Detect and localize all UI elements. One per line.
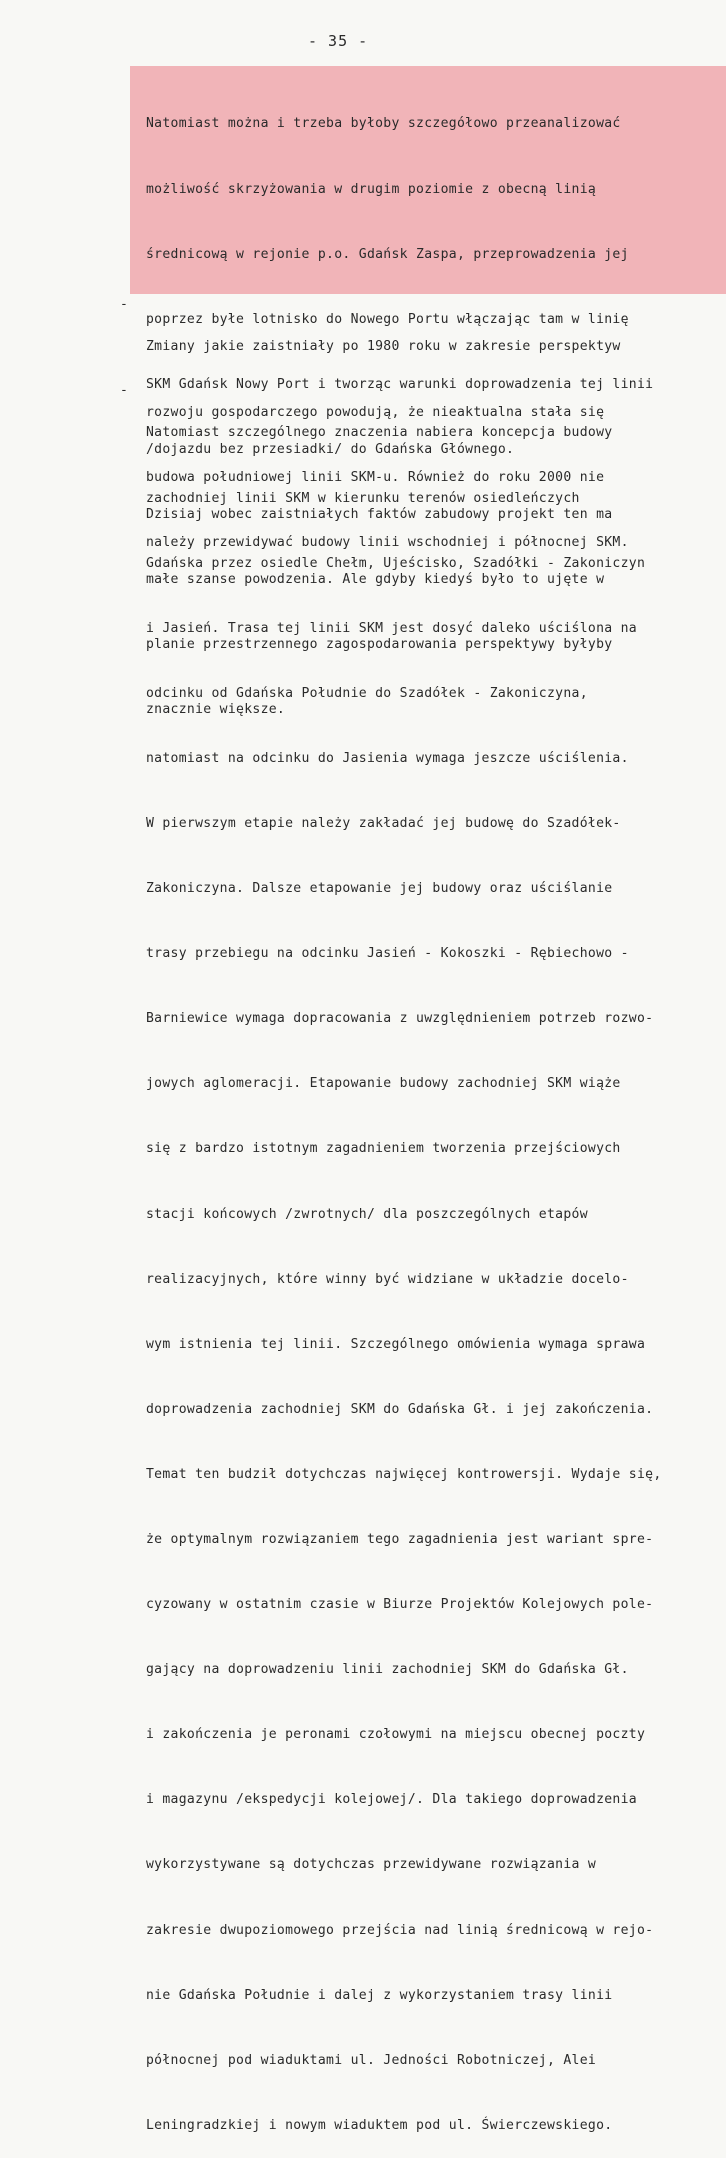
text-line: budowa południowej linii SKM-u. Również do roku 2000 nie [146,469,605,485]
text-line: realizacyjnych, które winny być widziane w układzie docelo- [146,1271,629,1287]
text-line: nie Gdańska Południe i dalej z wykorzystaniem trasy linii [146,1987,613,2003]
text-line: zachodniej linii SKM w kierunku terenów osiedleńczych [146,490,580,506]
text-line: cyzowany w ostatnim czasie w Biurze Projektów Kolejowych pole- [146,1597,654,1613]
text-line: Temat ten budził dotychczas najwięcej kontrowersji. Wydaje się, [146,1466,662,1482]
text-line: Natomiast szczególnego znaczenia nabiera koncepcja budowy [146,425,613,441]
text-line: poprzez byłe lotnisko do Nowego Portu włączając tam w linię [146,311,629,327]
text-line: SKM Gdańsk Nowy Port i tworząc warunki doprowadzenia tej linii [146,376,654,392]
page-number: - 35 - [308,32,369,50]
text-line: planie przestrzennego zagospodarowania perspektywy byłyby [146,637,613,653]
text-line: Dzisiaj wobec zaistniałych faktów zabudowy projekt ten ma [146,506,613,522]
text-line: stacji końcowych /zwrotnych/ dla poszczególnych etapów [146,1206,588,1222]
text-line: rozwoju gospodarczego powodują, że nieaktualna stała się [146,404,605,420]
text-line: trasy przebiegu na odcinku Jasień - Kokoszki - Rębiechowo - [146,946,629,962]
text-line: odcinku od Gdańska Południe do Szadółek - Zakoniczyna, [146,685,588,701]
text-line: Leningradzkiej i nowym wiaduktem pod ul. Świerczewskiego. [146,2117,613,2133]
text-line: należy przewidywać budowy linii wschodniej i północnej SKM. [146,534,629,550]
text-line: W pierwszym etapie należy zakładać jej budowę do Szadółek- [146,815,621,831]
text-line: i magazynu /ekspedycji kolejowej/. Dla takiego doprowadzenia [146,1792,637,1808]
text-line: gający na doprowadzeniu linii zachodniej SKM do Gdańska Gł. [146,1662,629,1678]
text-line: /dojazdu bez przesiadki/ do Gdańska Głównego. [146,441,515,457]
text-line: Natomiast można i trzeba byłoby szczegółowo przeanalizować [146,116,621,132]
text-line: znacznie większe. [146,702,286,718]
text-line: północnej pod wiaduktami ul. Jedności Robotniczej, Alei [146,2052,597,2068]
text-line: wykorzystywane są dotychczas przewidywane rozwiązania w [146,1857,597,1873]
text-line: zakresie dwupoziomowego przejścia nad linią średnicową w rejo- [146,1922,654,1938]
text-line: i zakończenia je peronami czołowymi na miejscu obecnej poczty [146,1727,646,1743]
text-line: że optymalnym rozwiązaniem tego zagadnienia jest wariant spre- [146,1532,654,1547]
bullet-marker: - [120,383,128,398]
text-line: jowych aglomeracji. Etapowanie budowy zachodniej SKM wiąże [146,1076,621,1092]
text-line: małe szanse powodzenia. Ale gdyby kiedyś było to ujęte w [146,572,605,588]
bullet-paragraph-2 [146,379,662,2158]
bullet-marker: - [120,297,128,312]
text-line: Gdańska przez osiedle Chełm, Ujeścisko, Szadółki - Zakoniczyn [146,555,646,571]
text-line: wym istnienia tej linii. Szczególnego omówienia wymaga sprawa [146,1336,646,1352]
text-line: średnicową w rejonie p.o. Gdańsk Zaspa, przeprowadzenia jej [146,246,629,262]
text-line: i Jasień. Trasa tej linii SKM jest dosyć daleko uściślona na [146,620,637,636]
text-line: się z bardzo istotnym zagadnieniem tworzenia przejściowych [146,1141,621,1157]
text-line: Barniewice wymaga dopracowania z uwzględnieniem potrzeb rozwo- [146,1011,654,1027]
text-line: możliwość skrzyżowania w drugim poziomie z obecną linią [146,181,597,197]
text-line: doprowadzenia zachodniej SKM do Gdańska Gł. i jej zakończenia. [146,1401,654,1417]
text-line: Zmiany jakie zaistniały po 1980 roku w zakresie perspektyw [146,339,621,355]
text-line: natomiast na odcinku do Jasienia wymaga jeszcze uściślenia. [146,750,629,766]
text-line: Zakoniczyna. Dalsze etapowanie jej budowy oraz uściślanie [146,881,613,897]
